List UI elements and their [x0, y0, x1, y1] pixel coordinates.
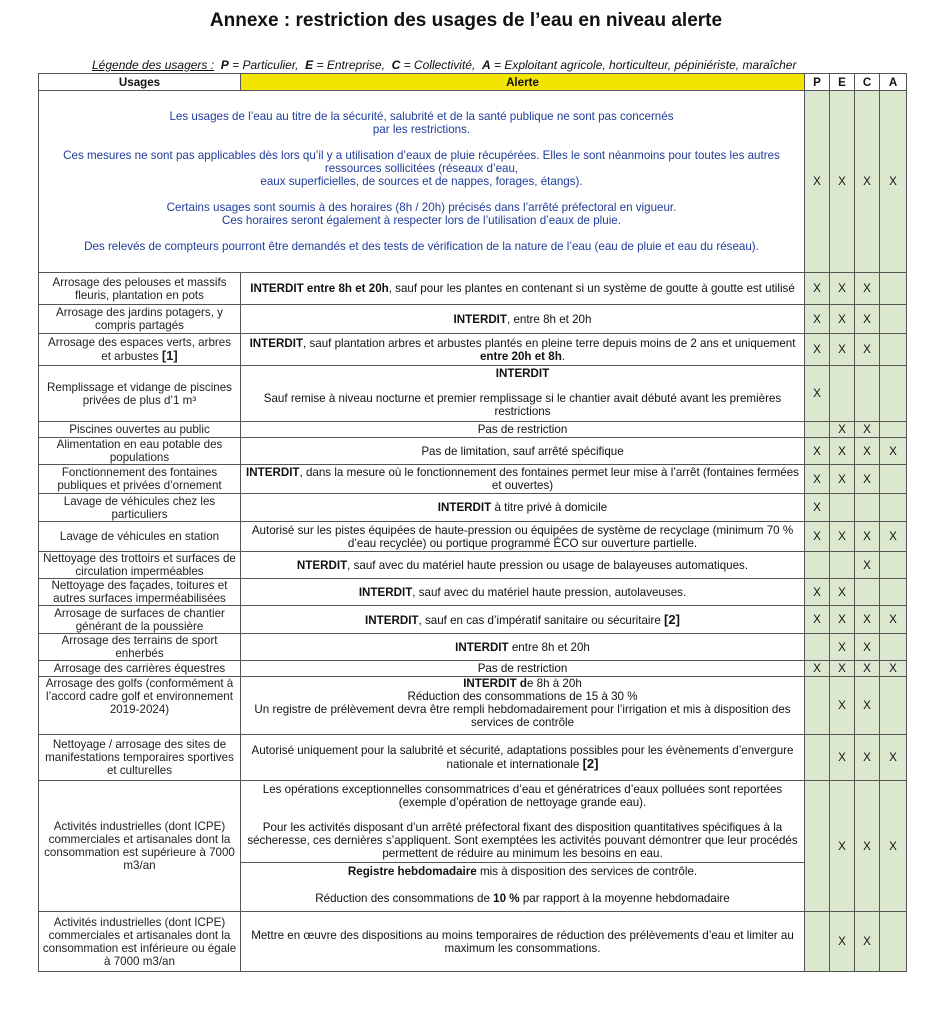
flag-c: X	[855, 634, 880, 661]
flag-c: X	[855, 91, 880, 273]
table-row	[39, 735, 907, 781]
flag-e: X	[830, 677, 855, 735]
rule-text: entre 8h et 20h	[508, 640, 590, 654]
flag-c: X	[855, 465, 880, 494]
usage-cell: Arrosage des carrières équestres	[39, 661, 241, 677]
intro-line: Certains usages sont soumis à des horaires (8h / 20h) précisés dans l’arrêté préfectoral en vigueur.	[166, 201, 677, 214]
table-row	[39, 273, 907, 305]
flag-c: X	[855, 305, 880, 334]
rule-keyword: INTERDIT	[495, 367, 550, 380]
flag-c: X	[855, 273, 880, 305]
rule-text: , sauf en cas d’impératif sanitaire ou sécuritaire	[418, 613, 665, 627]
table-row	[39, 465, 907, 494]
rule-keyword: INTERDIT	[246, 466, 300, 479]
flag-p	[805, 735, 830, 781]
flag-e: X	[830, 91, 855, 273]
usage-cell: Lavage de véhicules chez les particuliers	[39, 494, 241, 522]
flag-a: X	[880, 781, 907, 912]
flag-c: X	[855, 661, 880, 677]
flag-a	[880, 494, 907, 522]
rule-text: , entre 8h et 20h	[507, 312, 592, 326]
flag-p: X	[805, 305, 830, 334]
flag-a	[880, 465, 907, 494]
header-alerte: Alerte	[241, 74, 805, 91]
flag-p	[805, 912, 830, 972]
restriction-table	[38, 73, 907, 972]
flag-e: X	[830, 273, 855, 305]
flag-c	[855, 579, 880, 606]
rule-text: Un registre de prélèvement devra être rempli hebdomadairement pour l’irrigation et mis à disposition des services de contrôle	[254, 703, 791, 729]
usage-cell: Fonctionnement des fontaines publiques et privées d’ornement	[39, 465, 241, 494]
flag-a	[880, 334, 907, 366]
flag-c: X	[855, 438, 880, 465]
usage-cell: Nettoyage / arrosage des sites de manifestations temporaires sportives et culturelles	[39, 735, 241, 781]
rule-cell: Mettre en œuvre des dispositions au moins temporaires de réduction des prélèvements d’eau et limiter au maximum les consommations.	[241, 912, 805, 972]
flag-a	[880, 579, 907, 606]
legend-text-e: = Entreprise,	[316, 58, 385, 72]
flag-c: X	[855, 735, 880, 781]
flag-c: X	[855, 522, 880, 552]
flag-e: X	[830, 634, 855, 661]
intro-row	[39, 91, 907, 273]
flag-p	[805, 677, 830, 735]
rule-cell: Pas de limitation, sauf arrêté spécifique	[241, 438, 805, 465]
flag-e: X	[830, 606, 855, 634]
usage-cell: Remplissage et vidange de piscines privées de plus d’1 m³	[39, 366, 241, 422]
flag-e	[830, 552, 855, 579]
flag-e	[830, 494, 855, 522]
table-header-row	[39, 74, 907, 91]
table-row	[39, 634, 907, 661]
rule-keyword: entre 20h et 8h	[479, 349, 562, 363]
legend-label: Légende des usagers :	[92, 58, 215, 72]
flag-a: X	[880, 606, 907, 634]
flag-p: X	[805, 661, 830, 677]
table-row	[39, 781, 907, 912]
table-row	[39, 494, 907, 522]
table-row	[39, 677, 907, 735]
rule-cell	[241, 366, 805, 422]
flag-a	[880, 273, 907, 305]
table-row	[39, 366, 907, 422]
table-row	[39, 552, 907, 579]
table-row	[39, 305, 907, 334]
page-title: Annexe : restriction des usages de l’eau en niveau alerte	[209, 10, 723, 31]
usage-cell: Arrosage des golfs (conformément à l’accord cadre golf et environnement 2019-2024)	[39, 677, 241, 735]
flag-p: X	[805, 273, 830, 305]
rule-cell	[241, 677, 805, 735]
flag-c: X	[855, 422, 880, 438]
flag-c: X	[855, 912, 880, 972]
flag-p: X	[805, 438, 830, 465]
flag-e: X	[830, 781, 855, 912]
usage-cell: Lavage de véhicules en station	[39, 522, 241, 552]
rule-cell	[241, 781, 805, 912]
flag-a: X	[880, 522, 907, 552]
rule-keyword: INTERDIT	[437, 501, 492, 514]
flag-a	[880, 422, 907, 438]
intro-line: par les restrictions.	[372, 123, 471, 136]
rule-cell	[241, 606, 805, 634]
intro-line: Des relevés de compteurs pourront être demandés et des tests de vérification de la nature de l’eau (eau de pluie et eau du réseau).	[84, 240, 759, 253]
flag-a	[880, 912, 907, 972]
rule-cell	[241, 465, 805, 494]
rule-cell: Autorisé sur les pistes équipées de haute-pression ou équipées de système de recyclage (minimum 70 % d’eau recyclée) ou portique programmé ÉCO sur ouverture partielle.	[241, 522, 805, 552]
rule-keyword: INTERDIT	[365, 613, 419, 627]
rule-cell	[241, 273, 805, 305]
rule-keyword: NTERDIT	[296, 558, 348, 572]
flag-p: X	[805, 465, 830, 494]
usage-cell: Arrosage des pelouses et massifs fleuris, plantation en pots	[39, 273, 241, 305]
flag-p: X	[805, 522, 830, 552]
rule-keyword: 10 %	[493, 892, 520, 905]
header-c: C	[855, 74, 880, 91]
flag-e: X	[830, 465, 855, 494]
flag-e: X	[830, 661, 855, 677]
rule-keyword: INTERDIT d	[463, 677, 527, 690]
rule-text: mis à disposition des services de contrôle.	[476, 865, 698, 878]
rule-keyword: INTERDIT entre 8h et 20h	[250, 282, 389, 295]
usage-cell: Alimentation en eau potable des populations	[39, 438, 241, 465]
table-row	[39, 522, 907, 552]
usage-cell	[39, 334, 241, 366]
legend-text-p: = Particulier,	[232, 58, 299, 72]
table-row	[39, 579, 907, 606]
rule-text: , sauf avec du matériel haute pression, autolaveuses.	[412, 585, 687, 599]
intro-line: Les usages de l’eau au titre de la sécurité, salubrité et de la santé publique ne sont pas concernés	[169, 110, 674, 123]
usage-cell: Piscines ouvertes au public	[39, 422, 241, 438]
legend-code-p: P	[220, 58, 229, 72]
rule-text: par rapport à la moyenne hebdomadaire	[519, 892, 730, 905]
flag-e: X	[830, 579, 855, 606]
flag-p: X	[805, 579, 830, 606]
flag-p: X	[805, 91, 830, 273]
flag-e: X	[830, 422, 855, 438]
header-usages: Usages	[39, 74, 241, 91]
usage-cell: Arrosage de surfaces de chantier générant de la poussière	[39, 606, 241, 634]
intro-line: Ces mesures ne sont pas applicables dès lors qu’il y a utilisation d’eaux de pluie récupérées. Elles le sont néanmoins pour toutes les autres	[63, 149, 780, 162]
table-row	[39, 422, 907, 438]
flag-p	[805, 781, 830, 912]
usage-text: Arrosage des espaces verts, arbres et arbustes	[47, 336, 231, 363]
rule-keyword: INTERDIT	[358, 585, 413, 599]
rule-text: Réduction des consommations de 15 à 30 %	[407, 690, 638, 703]
flag-a: X	[880, 735, 907, 781]
intro-line: eaux superficielles, de sources et de nappes, forages, étangs).	[260, 175, 583, 188]
rule-cell	[241, 552, 805, 579]
flag-p: X	[805, 334, 830, 366]
flag-a	[880, 552, 907, 579]
rule-text: Sauf remise à niveau nocturne et premier remplissage si le chantier avait débuté avant les premières restrictions	[263, 392, 782, 418]
flag-p	[805, 634, 830, 661]
flag-p	[805, 552, 830, 579]
rule-text: Les opérations exceptionnelles consommatrices d’eau et génératrices d’eaux polluées sont reportées (exemple d’opération de nettoyage grande eau).	[262, 783, 783, 809]
rule-cell	[241, 634, 805, 661]
usage-cell: Activités industrielles (dont ICPE) commerciales et artisanales dont la consommation est inférieure ou égale à 7000 m3/an	[39, 912, 241, 972]
table-row	[39, 438, 907, 465]
rule-cell	[241, 579, 805, 606]
legend-text-a: = Exploitant agricole, horticulteur, pépiniériste, maraîcher	[493, 58, 797, 72]
flag-e: X	[830, 735, 855, 781]
rule-keyword: Registre hebdomadaire	[347, 865, 477, 878]
flag-a	[880, 305, 907, 334]
flag-e: X	[830, 438, 855, 465]
table-row	[39, 606, 907, 634]
intro-line: ressources sollicitées (réseaux d’eau,	[324, 162, 519, 175]
flag-a	[880, 677, 907, 735]
rule-text: , sauf pour les plantes en contenant si un système de goutte à goutte est utilisé	[388, 282, 795, 295]
rule-text: .	[561, 349, 566, 363]
flag-c: X	[855, 552, 880, 579]
intro-line: Ces horaires seront également à respecter lors de l’utilisation d’eaux de pluie.	[222, 214, 621, 227]
flag-p: X	[805, 606, 830, 634]
table-row	[39, 661, 907, 677]
footnote-ref: [2]	[664, 611, 680, 627]
flag-p: X	[805, 494, 830, 522]
table-row	[39, 912, 907, 972]
legend-code-c: C	[391, 58, 401, 72]
rule-cell	[241, 735, 805, 781]
usage-cell: Arrosage des jardins potagers, y compris partagés	[39, 305, 241, 334]
rule-keyword: INTERDIT	[453, 312, 507, 326]
footnote-ref: [2]	[582, 756, 599, 771]
rule-text: , sauf plantation arbres et arbustes plantés en pleine terre depuis moins de 2 ans et uniquement	[303, 336, 796, 350]
flag-c: X	[855, 781, 880, 912]
legend-code-a: A	[481, 58, 491, 72]
flag-p: X	[805, 366, 830, 422]
legend-code-e: E	[305, 58, 314, 72]
usage-cell: Activités industrielles (dont ICPE) commerciales et artisanales dont la consommation est supérieure à 7000 m3/an	[39, 781, 241, 912]
usager-legend	[92, 58, 796, 72]
flag-a	[880, 366, 907, 422]
flag-c	[855, 366, 880, 422]
flag-a	[880, 634, 907, 661]
usage-cell: Nettoyage des façades, toitures et autres surfaces imperméabilisées	[39, 579, 241, 606]
flag-c: X	[855, 677, 880, 735]
rule-cell	[241, 305, 805, 334]
flag-p	[805, 422, 830, 438]
flag-c: X	[855, 334, 880, 366]
flag-e	[830, 366, 855, 422]
rule-text: Réduction des consommations de	[315, 892, 494, 905]
rule-keyword: INTERDIT	[455, 640, 509, 654]
legend-text-c: = Collectivité,	[403, 58, 476, 72]
rule-text: Pour les activités disposant d’un arrêté préfectoral fixant des disposition quantitatives spécifiques à la sécheresse, ces dernières s’appliquent. Sont exemptées les activités pouvant démontrer que leur procédés permettent de réduire au minimum les besoins en eau.	[247, 821, 798, 860]
rule-text: e 8h à 20h	[526, 677, 582, 690]
flag-a: X	[880, 438, 907, 465]
header-e: E	[830, 74, 855, 91]
rule-keyword: INTERDIT	[249, 336, 304, 350]
rule-cell	[241, 334, 805, 366]
rule-text: Autorisé uniquement pour la salubrité et sécurité, adaptations possibles pour les évènements d’envergure nationale et internationale	[251, 744, 794, 771]
rule-cell: Pas de restriction	[241, 661, 805, 677]
rule-cell: Pas de restriction	[241, 422, 805, 438]
flag-e: X	[830, 522, 855, 552]
rule-text: , sauf avec du matériel haute pression ou usage de balayeuses automatiques.	[347, 558, 749, 572]
flag-e: X	[830, 912, 855, 972]
flag-c	[855, 494, 880, 522]
flag-c: X	[855, 606, 880, 634]
header-a: A	[880, 74, 907, 91]
rule-text: à titre privé à domicile	[491, 501, 608, 514]
flag-a: X	[880, 661, 907, 677]
table-row	[39, 334, 907, 366]
flag-e: X	[830, 305, 855, 334]
intro-notes	[39, 91, 805, 273]
flag-e: X	[830, 334, 855, 366]
rule-text: , dans la mesure où le fonctionnement des fontaines permet leur mise à l’arrêt (fontaines fermées et ouvertes)	[299, 466, 799, 492]
usage-cell: Arrosage des terrains de sport enherbés	[39, 634, 241, 661]
flag-a: X	[880, 91, 907, 273]
header-p: P	[805, 74, 830, 91]
usage-cell: Nettoyage des trottoirs et surfaces de circulation imperméables	[39, 552, 241, 579]
footnote-ref: [1]	[161, 348, 178, 363]
rule-cell	[241, 494, 805, 522]
